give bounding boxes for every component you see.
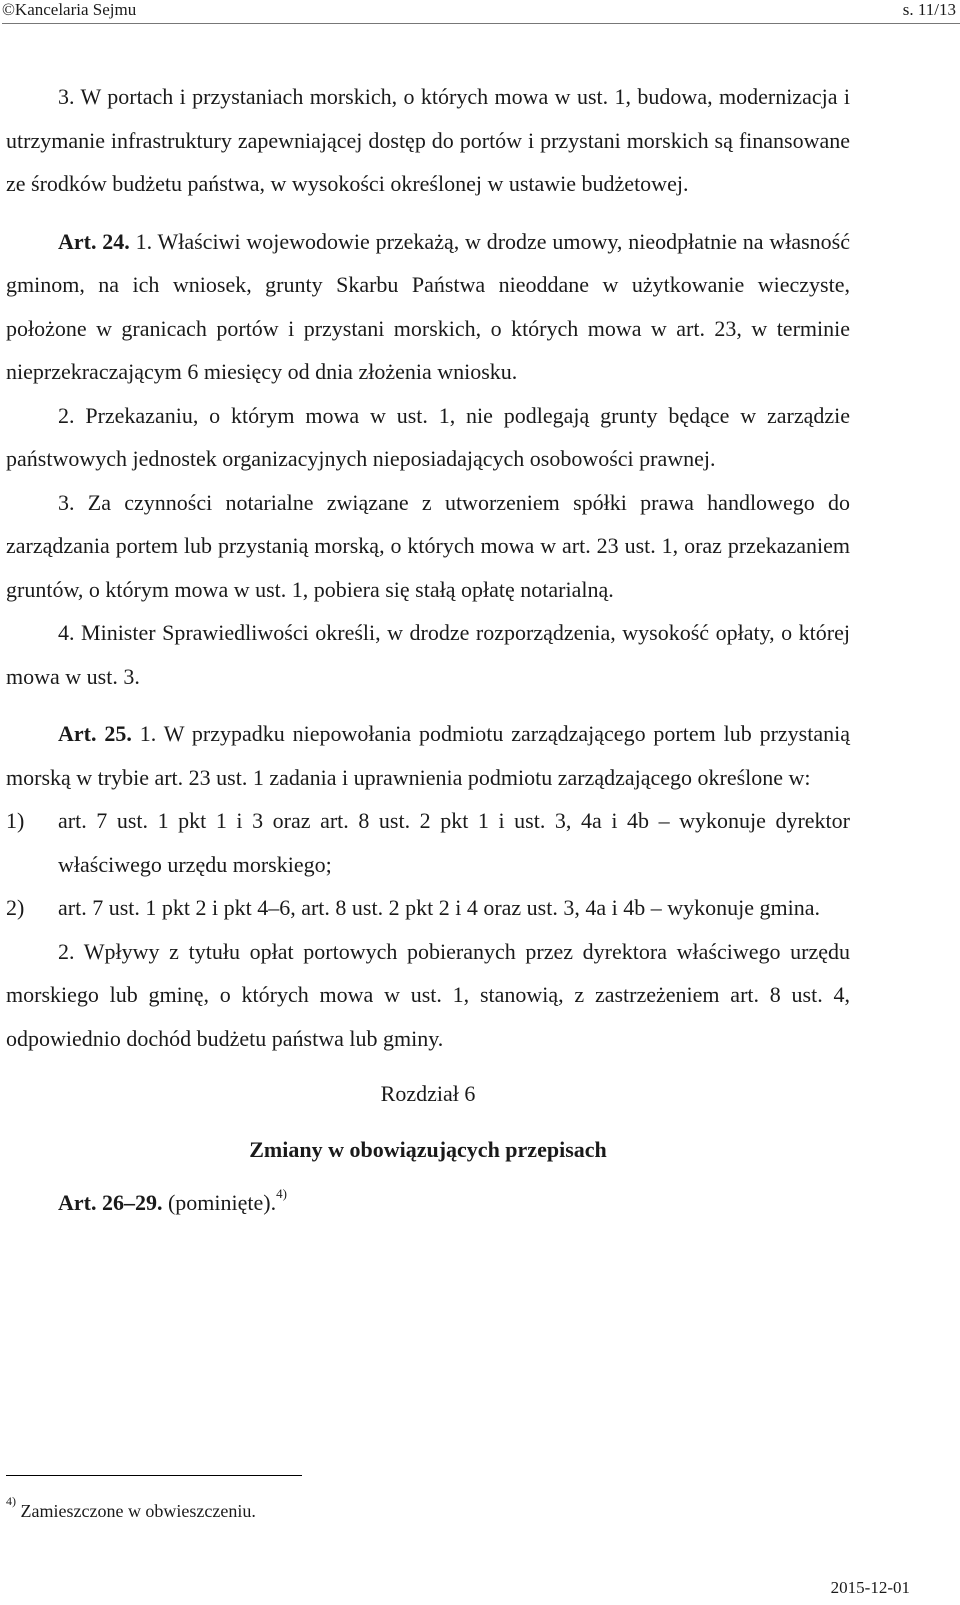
paragraph-art24-ust2: 2. Przekazaniu, o którym mowa w ust. 1, nie podlegają grunty będące w zarządzie państwowych jednostek organizacyjnych nieposiadających osobowości prawnej. [6, 402, 850, 471]
footnote-text: Zamieszczone w obwieszczeniu. [16, 1501, 256, 1521]
paragraph-art26-29 [6, 1181, 850, 1225]
footnote [6, 1494, 256, 1522]
page-number: s. 11/13 [902, 0, 956, 19]
paragraph-text: 1. W przypadku niepowołania podmiotu zarządzającego portem lub przystanią morską w trybie art. 23 ust. 1 zadania i uprawnienia podmiotu zarządzającego określone w: [6, 721, 850, 790]
paragraph-art25-ust2: 2. Wpływy z tytułu opłat portowych pobieranych przez dyrektora właściwego urzędu morskiego lub gminę, o których mowa w ust. 1, stanowią, z zastrzeżeniem art. 8 ust. 4, odpowiednio dochód budżetu państwa lub gminy. [6, 938, 850, 1051]
chapter-title: Zmiany w obowiązujących przepisach [249, 1136, 607, 1162]
footer-date: 2015-12-01 [830, 1578, 910, 1597]
publisher-label: ©Kancelaria Sejmu [2, 0, 137, 19]
chapter-number: Rozdział 6 [380, 1081, 476, 1106]
paragraph-art24-ust4: 4. Minister Sprawiedliwości określi, w drodze rozporządzenia, wysokość opłaty, o której mowa w ust. 3. [6, 620, 850, 689]
list-item-number: 2) [6, 895, 25, 920]
paragraph-art25-ust1 [6, 712, 850, 799]
paragraph-art23-ust3: 3. W portach i przystaniach morskich, o których mowa w ust. 1, budowa, modernizacja i utrzymanie infrastruktury zapewniającej dostęp do portów i przystani morskich są finansowane ze środków budżetu państwa, w wysokości określonej w ustawie budżetowej. [6, 84, 850, 196]
footnote-mark: 4) [6, 1494, 16, 1508]
article-label: Art. 25. [58, 721, 132, 746]
header-divider [2, 23, 960, 24]
page-header [2, 0, 960, 24]
paragraph-text: (pominięte). [162, 1190, 277, 1215]
list-item [6, 886, 850, 930]
paragraph-art24-ust3: 3. Za czynności notarialne związane z utworzeniem spółki prawa handlowego do zarządzania portem lub przystanią morską, o których mowa w art. 23 ust. 1, oraz przekazaniem gruntów, o którym mowa w ust. 1, pobiera się stałą opłatę notarialną. [6, 489, 850, 602]
list-item [6, 799, 850, 886]
paragraph-text: 1. Właściwi wojewodowie przekażą, w drodze umowy, nieodpłatnie na własność gminom, na ich wniosek, grunty Skarbu Państwa nieoddane w użytkowanie wieczyste, położone w granicach portów i przystani morskich, o których mowa w art. 23, w terminie nieprzekraczającym 6 miesięcy od dnia złożenia wniosku. [6, 228, 850, 384]
article-label: Art. 26–29. [58, 1190, 163, 1215]
list-item-text: art. 7 ust. 1 pkt 1 i 3 oraz art. 8 ust. 2 pkt 1 i ust. 3, 4a i 4b – wykonuje dyrektor właściwego urzędu morskiego; [58, 808, 850, 877]
list-item-number: 1) [6, 808, 25, 833]
footnote-divider [6, 1475, 302, 1476]
paragraph-art24-ust1 [6, 220, 850, 394]
footnote-reference[interactable]: 4) [276, 1185, 287, 1201]
list-item-text: art. 7 ust. 1 pkt 2 i pkt 4–6, art. 8 ust. 2 pkt 2 i 4 oraz ust. 3, 4a i 4b – wykonuje gmina. [58, 895, 820, 920]
article-label: Art. 24. [58, 228, 130, 254]
document-body [6, 75, 850, 1225]
